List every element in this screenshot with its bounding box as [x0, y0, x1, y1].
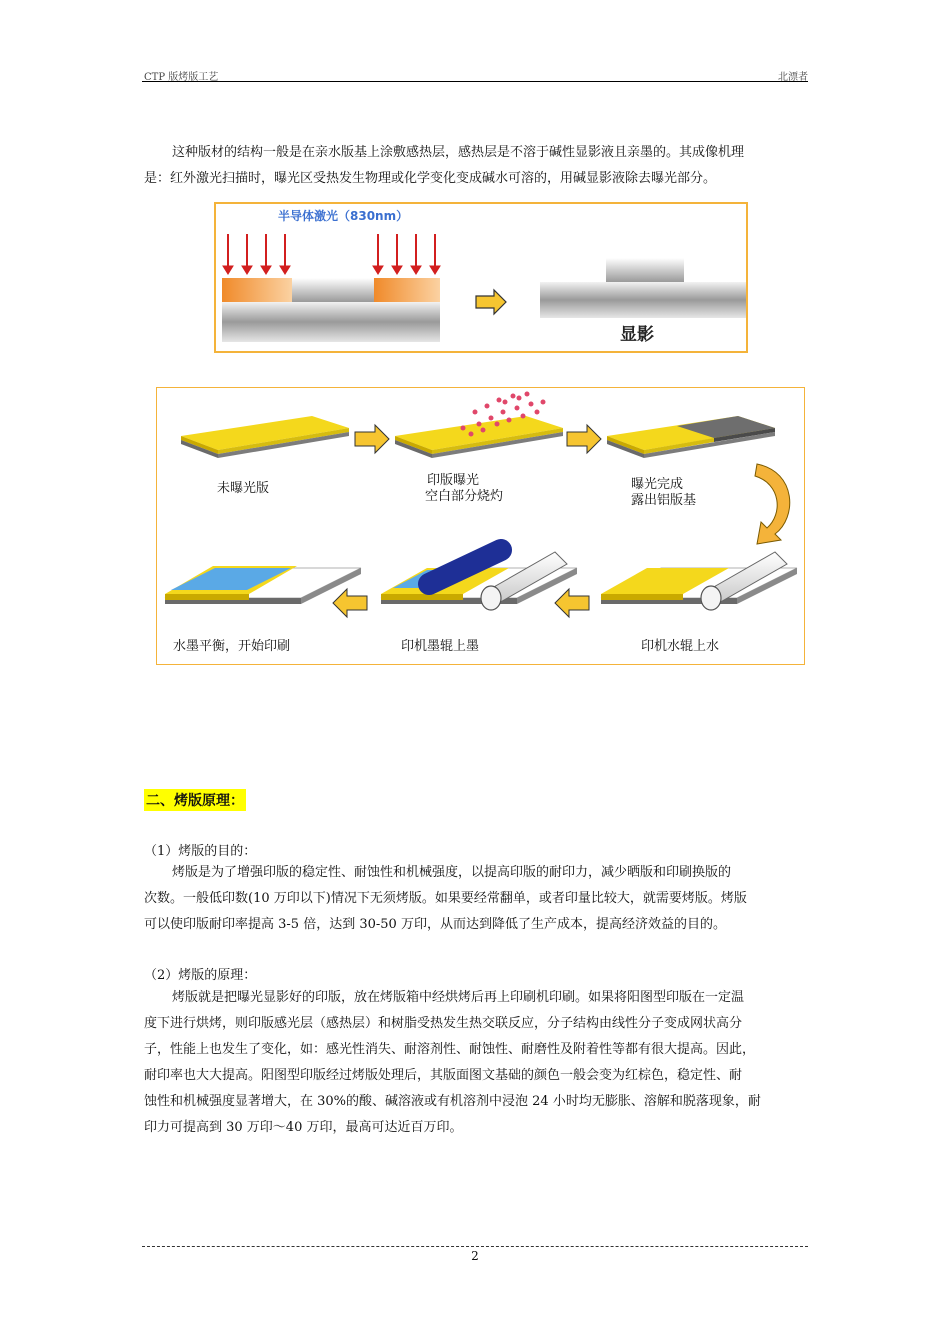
- purpose-line-2: 次数。一般低印数(10 万印以下)情况下无须烤版。如果要经常翻单，或者印量比较大，就需要烤版。烤版: [144, 891, 747, 906]
- step3-label-line1: 曝光完成: [631, 477, 684, 492]
- plate-water-roller: [601, 552, 797, 610]
- intro-paragraph: [144, 140, 808, 192]
- header-author: 北漂者: [778, 72, 808, 83]
- step2-label-line2: 空白部分烧灼: [425, 489, 504, 504]
- purpose-heading: （1）烤版的目的：: [144, 844, 257, 859]
- principle-paragraph: [144, 985, 808, 1141]
- principle-line-1: 烤版就是把曝光显影好的印版，放在烤版箱中经烘烤后再上印刷机印刷。如果将阳图型印版在一定温: [172, 990, 745, 1005]
- header-rule: [142, 81, 808, 82]
- laser-arrows-right: [373, 234, 440, 274]
- step6-label: 水墨平衡，开始印刷: [173, 639, 291, 654]
- step-arrow-4: [555, 589, 589, 617]
- header-title: CTP 版烤版工艺: [144, 72, 219, 83]
- figure-laser-development: [214, 202, 748, 353]
- step1-label: 未曝光版: [217, 481, 270, 496]
- intro-line-1: 这种版材的结构一般是在亲水版基上涂敷感热层，感热层是不溶于碱性显影液且亲墨的。其成像机理: [172, 145, 745, 160]
- plate-unexposed: [181, 416, 349, 458]
- remaining-image-area: [606, 258, 684, 282]
- printing-steps-diagram: [157, 388, 803, 663]
- plate-printing: [165, 566, 361, 604]
- exposed-area-left: [222, 278, 292, 302]
- step-arrow-5: [333, 589, 367, 617]
- step2-label-line1: 印版曝光: [427, 473, 480, 488]
- laser-arrows-left: [223, 234, 290, 274]
- plate-substrate: [222, 302, 440, 342]
- laser-label: 半导体激光（830nm）: [278, 209, 409, 223]
- principle-line-6: 印力可提高到 30 万印～40 万印，最高可达近百万印。: [144, 1120, 463, 1135]
- purpose-line-3: 可以使印版耐印率提高 3-5 倍，达到 30-50 万印，从而达到降低了生产成本，提高经济效益的目的。: [144, 917, 726, 932]
- figure-printing-steps: [156, 387, 805, 665]
- principle-line-4: 耐印率也大大提高。阳图型印版经过烤版处理后，其版面图文基础的颜色一般会变为红棕色，稳定性、耐: [144, 1068, 743, 1083]
- section-title: 二、烤版原理：: [144, 789, 246, 811]
- laser-diagram: [216, 204, 746, 351]
- principle-line-2: 度下进行烘烤，则印版感光层（感热层）和树脂受热发生热交联反应，分子结构由线性分子变成网状高分: [144, 1016, 743, 1031]
- exposed-area-right: [374, 278, 440, 302]
- principle-line-3: 子，性能上也发生了变化，如：感光性消失、耐溶剂性、耐蚀性、耐磨性及附着性等都有很大提高。因此，: [144, 1042, 756, 1057]
- principle-heading: （2）烤版的原理：: [144, 968, 257, 983]
- plate-exposing: [395, 392, 563, 459]
- step4-label: 印机水辊上水: [641, 639, 720, 654]
- unexposed-area: [292, 278, 374, 302]
- purpose-paragraph: [144, 860, 808, 938]
- plate-exposed: [607, 416, 775, 458]
- purpose-line-1: 烤版是为了增强印版的稳定性、耐蚀性和机械强度，以提高印版的耐印力，减少晒版和印刷换版的: [172, 865, 732, 880]
- step-arrow-2: [567, 425, 601, 453]
- intro-line-2: 是：红外激光扫描时，曝光区受热发生物理或化学变化变成碱水可溶的，用碱显影液除去曝光部分。: [144, 171, 717, 186]
- develop-label: 显影: [620, 325, 654, 345]
- page-number: 2: [471, 1249, 479, 1263]
- developed-substrate: [540, 282, 746, 318]
- step-arrow-1: [355, 425, 389, 453]
- footer-rule: [142, 1246, 808, 1247]
- process-arrow-icon: [476, 290, 506, 314]
- step5-label: 印机墨辊上墨: [401, 639, 480, 654]
- principle-line-5: 蚀性和机械强度显著增大，在 30%的酸、碱溶液或有机溶剂中浸泡 24 小时均无膨胀、溶解和脱落现象，耐: [144, 1094, 761, 1109]
- plate-ink-roller: [381, 550, 577, 610]
- curved-arrow-icon: [755, 464, 790, 544]
- step3-label-line2: 露出铝版基: [631, 493, 697, 508]
